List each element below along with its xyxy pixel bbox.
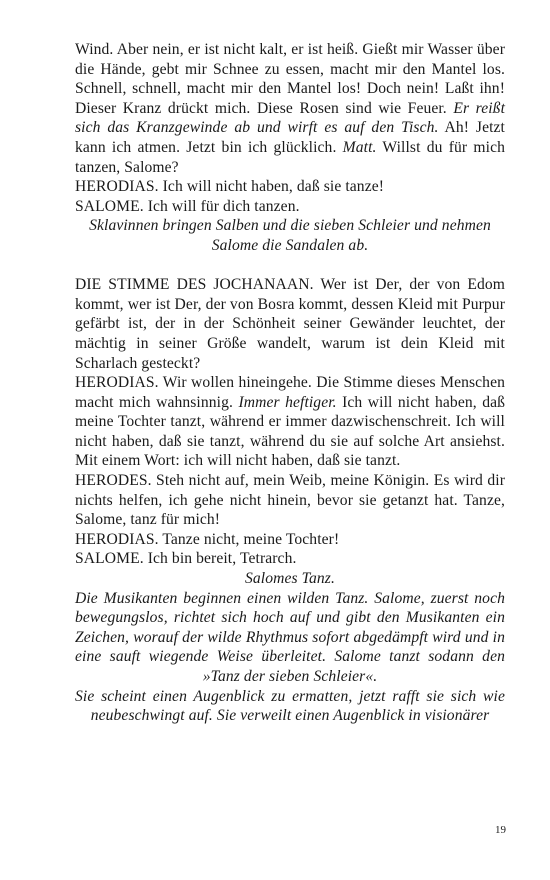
speech-text: HERODIAS. Wir wollen hineingehe. Die Stimme dieses Menschen macht mich wahnsinnig. [75, 374, 505, 411]
stage-direction-inline: Matt. [342, 138, 377, 156]
blank-line [75, 256, 505, 276]
speech-herodes-continued [75, 40, 505, 177]
stage-direction: Die Musikanten beginnen einen wilden Tanz. Salome, zuerst noch bewegungslos, richtet sich hoch auf und gibt den Musikanten ein Zeichen, worauf der wilde Rhythmus sofort abgedämpft wird und in eine sauft wiegende Weise überleitet. Salome tanzt sodann den »Tanz der sieben Schleier«. [75, 589, 505, 685]
speech-herodes: HERODES. Steh nicht auf, mein Weib, meine Königin. Es wird dir nichts helfen, ich gehe nicht hinein, bevor sie getanzt hat. Tanze, Salome, tanz für mich! [75, 472, 505, 529]
stage-direction: Sklavinnen bringen Salben und die sieben Schleier und nehmen Salome die Sandalen ab. [89, 217, 491, 254]
stage-direction: Sie scheint einen Augenblick zu ermatten, jetzt rafft sie sich wie neubeschwingt auf. Sie verweilt einen Augenblick in visionärer [75, 687, 505, 725]
stage-direction-title: Salomes Tanz. [245, 570, 335, 588]
speech-salome: SALOME. Ich bin bereit, Tetrarch. [75, 550, 297, 568]
speech-herodias: HERODIAS. Ich will nicht haben, daß sie tanze! [75, 178, 385, 196]
speech-jochanaan: DIE STIMME DES JOCHANAAN. Wer ist Der, der von Edom kommt, wer ist Der, der von Bosra kommt, dessen Kleid mit Purpur gefärbt ist, der in der Schönheit seiner Gewänder leuchtet, der mächtig in seiner Größe wandelt, warum ist dein Kleid mit Scharlach gesteckt? [75, 276, 505, 372]
speech-text: Ah! Jetzt kann ich atmen. Jetzt bin ich glücklich. [75, 119, 505, 156]
speech-herodias [75, 373, 505, 471]
stage-direction-inline: Immer heftiger. [238, 393, 337, 411]
speech-text: Willst du für mich tanzen, Salome? [75, 138, 505, 176]
speech-text: Wind. Aber nein, er ist nicht kalt, er ist heiß. Gießt mir Wasser über die Hände, gebt mir Schnee zu essen, macht mir den Mantel los. Schnell, schnell, macht mir den Mantel los! Doch nein! Laßt ihn! Dieser Kranz drückt mich. Diese Rosen sind wie Feuer. [75, 41, 505, 117]
speech-text: Ich will nicht haben, daß meine Tochter tanzt, während er immer dazwischenschreit. Ich will nicht haben, daß sie tanzt, während du sie auf solche Art ansiehst. Mit einem Wort: ich will nicht haben, daß sie tanzt. [75, 393, 506, 470]
speech-herodias: HERODIAS. Tanze nicht, meine Tochter! [75, 530, 340, 548]
stage-direction-inline: Er reißt sich das Kranzgewinde ab und wirft es auf den Tisch. [75, 99, 506, 137]
page-number: 19 [495, 824, 506, 836]
speech-salome: SALOME. Ich will für dich tanzen. [75, 197, 300, 215]
page-body [75, 40, 505, 726]
